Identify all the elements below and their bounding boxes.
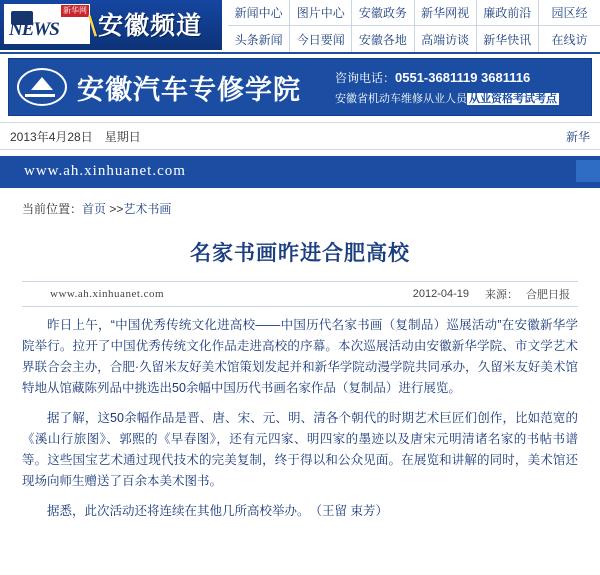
xinhua-news-logo[interactable] [4, 4, 90, 44]
nav-item-interviews[interactable]: 高端访谈 [415, 26, 477, 52]
banner-subtitle-line [335, 90, 585, 106]
main-navigation [228, 0, 600, 52]
breadcrumb-section-link[interactable]: 艺术书画 [123, 202, 172, 216]
nav-item-clean-governance[interactable]: 廉政前沿 [477, 0, 539, 26]
nav-item-photo-center[interactable]: 图片中心 [290, 0, 352, 26]
school-emblem-icon [17, 68, 67, 106]
nav-item-xinhua-express[interactable]: 新华快讯 [477, 26, 539, 52]
site-header [0, 0, 600, 54]
article-source-name: 合肥日报 [526, 289, 570, 301]
date-bar-right-text: 新华 [565, 129, 590, 144]
nav-item-xinhua-video[interactable]: 新华网视 [415, 0, 477, 26]
article-paragraph: 昨日上午，“中国优秀传统文化进高校——中国历代名家书画（复制品）巡展活动”在安徽新华学院举行。拉开了中国优秀传统文化作品走进高校的序幕。本次巡展活动由安徽新华学院、市文学艺术界联合会主办，合肥·久留米友好美术馆策划发起并和新华学院动漫学院共同承办，久留米友好美术馆特地从馆藏陈列品中挑选出50余幅中国历代书画名家作品（复制品）进行展览。 [22, 318, 578, 395]
breadcrumb-separator: >> [109, 202, 124, 216]
nav-item-online-visit[interactable]: 在线访 [539, 26, 600, 52]
banner-contact-area [335, 59, 585, 115]
nav-item-headlines[interactable]: 头条新闻 [228, 26, 290, 52]
nav-item-today-news[interactable]: 今日要闻 [290, 26, 352, 52]
banner-phone-line [335, 69, 585, 86]
banner-phone-label: 咨询电话： [335, 70, 396, 85]
article-body [22, 307, 578, 522]
advertisement-banner[interactable] [8, 58, 592, 116]
nav-item-anhui-regions[interactable]: 安徽各地 [352, 26, 414, 52]
breadcrumb-home-link[interactable]: 首页 [82, 202, 107, 216]
nav-item-anhui-government[interactable]: 安徽政务 [352, 0, 414, 26]
site-title [88, 6, 202, 42]
site-url-strip [0, 156, 600, 186]
site-url-text: www.ah.xinhuanet.com [24, 162, 186, 179]
banner-subtitle-text: 安徽省机动车维修从业人员 [335, 92, 467, 105]
article-date: 2012-04-19 [412, 288, 469, 300]
site-title-text: 安徽频道 [98, 11, 203, 40]
article-source-label: 来源： [485, 289, 518, 301]
title-slash-icon: \ [88, 11, 99, 40]
nav-row-secondary [228, 26, 600, 52]
banner-brand-area [9, 59, 343, 115]
article [0, 237, 600, 522]
article-meta-bar [22, 281, 578, 307]
article-source-url: www.ah.xinhuanet.com [50, 288, 165, 300]
banner-title: 安徽汽车专修学院 [77, 74, 301, 106]
date-bar [0, 122, 600, 150]
site-logo-block[interactable] [0, 0, 222, 50]
breadcrumb [0, 188, 600, 223]
article-title: 名家书画昨进合肥高校 [190, 240, 410, 265]
banner-subtitle-highlight: 从业资格考试考点 [469, 92, 557, 105]
breadcrumb-label: 当前位置： [22, 202, 83, 216]
logo-news-text: NEWS [9, 19, 59, 40]
logo-badge-label: 新华网 [63, 6, 87, 15]
article-paragraph: 据悉，此次活动还将连续在其他几所高校举办。 （王留 束芳） [47, 504, 388, 518]
current-date: 2013年4月28日 星期日 [10, 129, 141, 144]
banner-phone-number: 0551-3681119 3681116 [395, 69, 531, 85]
url-strip-accent-block [576, 160, 600, 182]
nav-item-park-economy[interactable]: 园区经 [539, 0, 600, 26]
article-paragraph: 据了解，这50余幅作品是晋、唐、宋、元、明、清各个朝代的时期艺术巨匠们创作，比如范宽的《溪山行旅图》、郭熙的《早春图》，还有元四家、明四家的墨迹以及唐宋元明清诸名家的书帖书谱等。这些国宝艺术通过现代技术的完美复制，终于得以和公众见面。在展览和讲解的同时，美术馆还现场向师生赠送了百余本美术图书。 [22, 411, 578, 488]
nav-row-primary [228, 0, 600, 26]
nav-item-news-center[interactable]: 新闻中心 [228, 0, 290, 26]
